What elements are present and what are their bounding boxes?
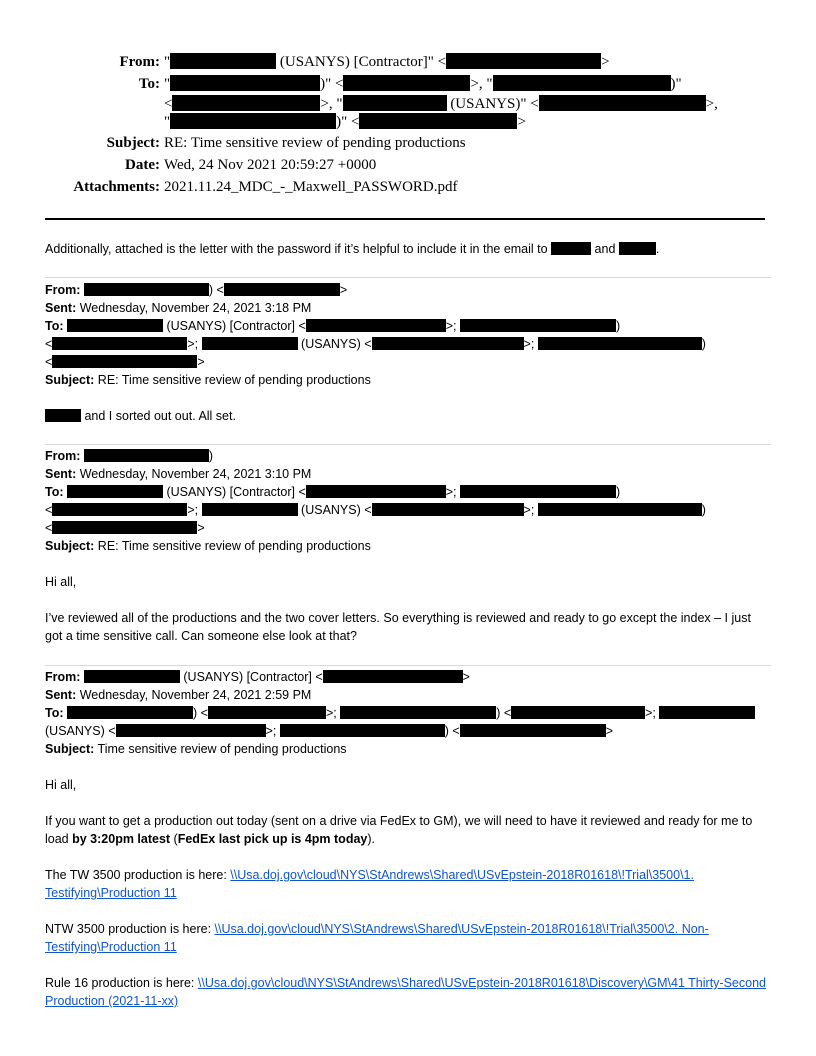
- email3-body: If you want to get a production out today (sent on a drive via FedEx to GM), we will need to have it reviewed and ready for me to load by 3:20pm latest (FedEx last pick up is 4pm today).: [45, 814, 753, 846]
- redaction: [551, 242, 591, 255]
- redaction: [359, 113, 517, 129]
- email3-sent: Sent: Wednesday, November 24, 2021 2:59 PM: [45, 688, 312, 702]
- email1-body: and I sorted out out. All set.: [45, 407, 771, 425]
- email1-subject: Subject: RE: Time sensitive review of pending productions: [45, 373, 371, 387]
- email2-to-line1: To: (USANYS) [Contractor] < >; ): [45, 485, 621, 499]
- message-separator: [45, 444, 771, 445]
- email3-subject: Subject: Time sensitive review of pending productions: [45, 742, 347, 756]
- email2-body: I’ve reviewed all of the productions and the two cover letters. So everything is reviewed and ready to go except the index – I just got a time sensitive call. Can someone else look at that?: [45, 611, 751, 643]
- redaction: [45, 409, 81, 422]
- redaction: [538, 503, 702, 516]
- redaction: [460, 724, 606, 737]
- redaction: [202, 337, 298, 350]
- header-attachment: 2021.11.24_MDC_-_Maxwell_PASSWORD.pdf: [164, 179, 458, 195]
- redaction: [280, 724, 445, 737]
- email1-sent: Sent: Wednesday, November 24, 2021 3:18 PM: [45, 301, 312, 315]
- redaction: [619, 242, 656, 255]
- header-date-label: Date:: [125, 157, 160, 173]
- redaction: [538, 337, 702, 350]
- header-from-label: From:: [119, 54, 160, 70]
- quoted-email-3: [45, 668, 771, 1010]
- email3-greeting: Hi all,: [45, 778, 77, 792]
- redaction: [170, 75, 320, 91]
- redaction: [202, 503, 298, 516]
- redaction: [172, 95, 320, 111]
- email2-to-line2: < >; (USANYS) < >; ): [45, 503, 706, 517]
- email3-from: From: (USANYS) [Contractor] < >: [45, 670, 470, 684]
- redaction: [372, 503, 524, 516]
- email3-to-line1: To: ) < >; ) < >;: [45, 704, 771, 722]
- redaction: [170, 53, 276, 69]
- header-from-value: " (USANYS) [Contractor]" < >: [164, 54, 610, 70]
- redaction: [539, 95, 706, 111]
- message-separator: [45, 277, 771, 278]
- redaction: [67, 319, 163, 332]
- redaction: [84, 283, 209, 296]
- redaction: [67, 706, 193, 719]
- redaction: [306, 485, 446, 498]
- email2-greeting: Hi all,: [45, 575, 77, 589]
- redaction: [208, 706, 326, 719]
- header-attachments-label: Attachments:: [73, 179, 160, 195]
- quoted-email-1: [45, 281, 771, 425]
- redaction: [224, 283, 340, 296]
- header-divider: [45, 218, 765, 220]
- redaction: [52, 337, 187, 350]
- header-subject-label: Subject:: [106, 135, 160, 151]
- tw-production-paragraph: The TW 3500 production is here: \\Usa.doj.gov\cloud\NYS\StAndrews\Shared\USvEpstein-2018R01618\!Trial\3500\1. Testifying\Production 11: [45, 868, 694, 900]
- redaction: [67, 485, 163, 498]
- redaction: [84, 449, 209, 462]
- rule16-production-link[interactable]: \\Usa.doj.gov\cloud\NYS\StAndrews\Shared\USvEpstein-2018R01618\Discovery\GM\41 Thirty-Second Production (2021-11-xx): [45, 976, 766, 1008]
- email3-to-line2: (USANYS) < >; ) < >: [45, 724, 614, 738]
- redaction: [659, 706, 755, 719]
- redaction: [460, 319, 616, 332]
- ntw-production-link[interactable]: \\Usa.doj.gov\cloud\NYS\StAndrews\Shared\USvEpstein-2018R01618\!Trial\3500\2. Non-Testifying\Production 11: [45, 922, 709, 954]
- header-to-label: To:: [138, 76, 160, 92]
- redaction: [306, 319, 446, 332]
- ntw-production-paragraph: NTW 3500 production is here: \\Usa.doj.gov\cloud\NYS\StAndrews\Shared\USvEpstein-2018R01618\!Trial\3500\2. Non-Testifying\Production 11: [45, 922, 709, 954]
- redaction: [446, 53, 601, 69]
- redaction: [460, 485, 616, 498]
- email1-to-line3: < >: [45, 355, 205, 369]
- redaction: [511, 706, 645, 719]
- tw-production-link[interactable]: \\Usa.doj.gov\cloud\NYS\StAndrews\Shared\USvEpstein-2018R01618\!Trial\3500\1. Testifying\Production 11: [45, 868, 694, 900]
- redaction: [340, 706, 496, 719]
- redaction: [84, 670, 180, 683]
- header-date: Wed, 24 Nov 2021 20:59:27 +0000: [164, 157, 377, 173]
- redaction: [52, 521, 197, 534]
- redaction: [170, 113, 336, 129]
- quoted-email-2: [45, 447, 771, 645]
- header-to-line1: " )" < >, " )": [164, 76, 682, 92]
- email2-sent: Sent: Wednesday, November 24, 2021 3:10 PM: [45, 467, 312, 481]
- email2-from: From: ): [45, 449, 214, 463]
- redaction: [323, 670, 463, 683]
- email1-to-line2: < >; (USANYS) < >; ): [45, 337, 706, 351]
- email2-to-line3: < >: [45, 521, 205, 535]
- header-to-line3: " )" < >: [164, 114, 526, 130]
- header-subject: RE: Time sensitive review of pending productions: [164, 135, 466, 151]
- email1-from: From: ) < >: [45, 283, 348, 297]
- email2-subject: Subject: RE: Time sensitive review of pending productions: [45, 539, 371, 553]
- email1-to-line1: To: (USANYS) [Contractor] < >; ): [45, 319, 621, 333]
- header-to-line2: < >, " (USANYS)" < >,: [164, 96, 718, 112]
- redaction: [343, 95, 447, 111]
- redaction: [372, 337, 524, 350]
- message-separator: [45, 665, 771, 666]
- rule16-production-paragraph: Rule 16 production is here: \\Usa.doj.gov\cloud\NYS\StAndrews\Shared\USvEpstein-2018R01618\Discovery\GM\41 Thirty-Second Production (2021-11-xx): [45, 976, 766, 1008]
- redaction: [343, 75, 470, 91]
- redaction: [52, 503, 187, 516]
- redaction: [493, 75, 671, 91]
- redaction: [116, 724, 266, 737]
- intro-paragraph: Additionally, attached is the letter with the password if it’s helpful to include it in the email to and .: [45, 242, 660, 256]
- redaction: [52, 355, 197, 368]
